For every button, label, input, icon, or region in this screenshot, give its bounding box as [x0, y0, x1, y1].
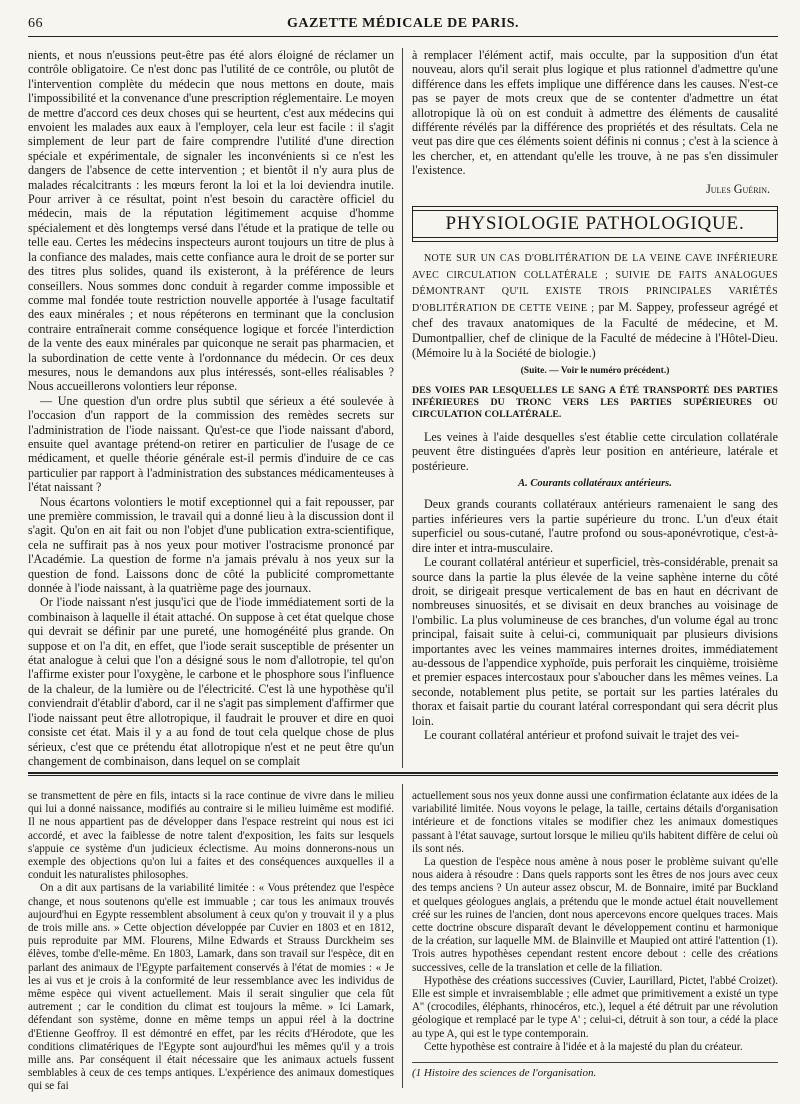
paragraph: Le courant collatéral antérieur et profond suivait le trajet des vei- — [424, 727, 739, 742]
author-signature: Jules Guérin. — [706, 181, 770, 196]
feuilleton-rule — [28, 772, 778, 774]
paragraph: nients, et nous n'eussions peut-être pas été alors éloigné de réclamer un contrôle obligatoire. Ce n'est donc pas l'utilité de ce contrôle, ou plutôt de l'intervention complète du médecin que nous mettons en doute, mais l'impossibilité et la convenance d'une prescription réglementaire. Le moyen de mettre d'accord ces deux choses qui se heurtent, c'est aux médecins qui envoient les malades aux eaux à l'employer, cela leur est facile : il s'agit simplement de leur part de faire comprendre l'utilité d'une direction spéciale et expérimentale, de signaler les inconvénients si ce n'est les dangers de l'absence de cette intervention ; et bientôt il n'y aura plus de malades récalcitrants : les mœurs feront la loi et la loi deviendra inutile. Pour arriver à ce résultat, point n'est besoin du caractère officiel du médecin, mais de la réputation légitimement acquise d'homme spécialement et dès longtemps versé dans l'étude et la pratique de telle ou telle eau. Certes les médecins inspecteurs auront toujours un titre de plus à la confiance des malades, mais cette confiance aura le droit de se porter sur des titres plus solides, quand ils existeront, à la préférence de leurs conseillers. Nous sommes donc conduit à regarder comme impossible et comme mal fondée toute restriction nouvelle apportée à l'usage facultatif des eaux minérales ; et nous répéterons en terminant que la conclusion contraire entraînerait comme conséquence logique et forcée l'interdiction de la vente des eaux minérales par quiconque ne serait pas pharmacien, et la subordination de cette vente à l'ordonnance du médecin. Or ces deux mesures, nous le demandons aux plus intéressés, sont-elles réalisables ? Nous accueillerons volontiers leur réponse. — [28, 48, 394, 394]
page-number: 66 — [28, 16, 43, 31]
paragraph: actuellement sous nos yeux donne aussi une confirmation éclatante aux idées de la variabilité limitée. Nous voyons le pelage, la taille, certains détails d'organisation intérieure et de fonctions vitales se modifier chez les animaux domestiques passant à l'état sauvage, surtout lorsque le milieu qu'ils habitent diffère de celui où ils sont nés. — [412, 790, 778, 855]
paragraph: Deux grands courants collatéraux antérieurs ramenaient le sang des parties inférieures vers la partie supérieure du tronc. L'un d'eux était superficiel ou sous-cutané, l'autre profond ou sous-aponévrotique, c'est-à-dire inter et intra-musculaire. — [412, 497, 778, 555]
section-title-box — [412, 206, 778, 242]
column-left-lower — [28, 790, 394, 1094]
journal-title: GAZETTE MÉDICALE DE PARIS. — [286, 16, 520, 31]
continuation-note: (Suite. — Voir le numéro précédent.) — [520, 366, 670, 377]
column-right-upper — [412, 48, 778, 742]
paragraph: se transmettent de père en fils, intacts si la race continue de vivre dans le milieu qui lui a donné naissance, modifiés au contraire si le milieu luimême est modifié. Il ne nous appartient pas de développer dans l'espace restreint qui nous est ici accordé, et avec la faiblesse de notre talent d'exposition, les faits sur lesquels s'appuie ce système d'un judicieux éclectisme. Au moins donnerons-nous un exemple des objections qu'on lui a faites et des conséquences auxquelles il a conduit les naturalistes philosophes. — [28, 790, 394, 882]
article-authors: par M. Sappey, professeur agrégé et chef des travaux anatomiques de la Faculté de médecine, et M. Dumontpallier, chef de clinique de la Faculté de médecine à l'Hôtel-Dieu. (Mémoire lu à la Société de biologie.) — [412, 299, 778, 360]
paragraph: Hypothèse des créations successives (Cuvier, Laurillard, Pictet, l'abbé Croizet). Elle est simple et invraisemblable ; elle admet que primitivement a existé un type A'' (crocodiles, éléphants, rhinocéros, etc.), lequel a été détruit par une révolution géologique et remplacé par le type A' ; celui-ci, détruit à son tour, a cédé la place au type A, qui est le type contemporain. — [412, 974, 778, 1040]
paragraph: On a dit aux partisans de la variabilité limitée : « Vous prétendez que l'espèce change, et nous soutenons qu'elle est immuable ; car tous les animaux trouvés aujourd'hui en Egypte ressemblent absolument à ceux qu'on y trouvait il y a plus de trois mille ans. » Cette objection développée par Cuvier en 1803 et en 1812, puis reproduite par MM. Flourens, Milne Edwards et Strauss Durckheim ses élèves, tombe d'elle-même. En 1803, Lamark, dans son travail sur l'espèce, dit en parlant des animaux de l'Egypte parfaitement conservés à l'état de momies : « Je les ai vus et je crois à la conformité de leur ressemblance avec les individus de même espèce qui vivent actuellement. Mais il serait singulier que cela fût autrement ; car le condition du climat est toujours la même. » Ici Lamark, défendant son système, donne en même temps un appui réel à la doctrine d'Etienne Geoffroy. Il est démontré en effet, par les récits d'Hérodote, que les conditions climatériques de l'Egypte sont aujourd'hui les mêmes qu'il y a trois mille ans. Par conséquent il était nécessaire que les animaux actuels fussent semblables à ceux de ces temps antiques. L'expérience des animaux domestiques qui se fai — [28, 882, 394, 1093]
paragraph: — Une question d'un ordre plus subtil que sérieux a été soulevée à l'occasion d'un rapport de la commission des remèdes secrets sur l'administration de l'iode naissant. Qu'est-ce que l'iode naissant d'abord, ensuite quel avantage prétend-on retirer en particulier de l'usage de ce médicament, et quelle théorie générale est-il permis d'induire de ce cas particulier par rapport à l'administration des substances médicamenteuses à l'état naissant ? — [28, 393, 394, 495]
paragraph: Nous écartons volontiers le motif exceptionnel qui a fait repousser, par une première commission, le travail qui a donné lieu à la discussion dont il s'agit. Qu'on en ait fait ou non l'objet d'une publication extra-scientifique, cela ne suffirait pas à nos yeux pour motiver l'ostracisme prononcé par l'Académie. La question de forme n'a jamais prévalu à nos yeux sur la question de fond. Laissons donc de côté la publicité compromettante donnée à l'iode naissant, à la quatrième page des journaux. — [28, 494, 394, 596]
chapter-heading: DES VOIES PAR LESQUELLES LE SANG A ÉTÉ TRANSPORTÉ DES PARTIES INFÉRIEURES DU TRONC VERS LES PARTIES SUPÉRIEURES OU CIRCULATION COLLATÉRALE. — [412, 384, 778, 421]
column-divider-lower — [402, 784, 403, 1088]
page-header — [28, 14, 778, 37]
article-title-caps: NOTE SUR UN CAS D'OBLITÉRATION DE LA VEINE CAVE INFÉRIEURE AVEC CIRCULATION COLLATÉRALE ; SUIVIE DE FAITS ANALOGUES DÉMONTRANT QU'IL EXISTE TROIS PRINCIPALES VARIÉTÉS D'OBLITÉRATION DE CETTE VEINE ; — [412, 253, 778, 314]
column-divider — [402, 48, 403, 768]
section-title: PHYSIOLOGIE PATHOLOGIQUE. — [413, 210, 777, 238]
paragraph: Or l'iode naissant n'est jusqu'ici que de l'iode immédiatement sorti de la combinaison à laquelle il était attaché. On suppose à cet état quelque chose qui devrait se définir par une pureté, une homogénéité plus grande. On suppose et on l'a dit, en effet, que l'iode serait susceptible de présenter un état analogue à celui que l'on a désigné sous le nom d'allotropie, tel qu'on l'affirme exister pour l'oxygène, le carbone et le phosphore sous l'influence de la chaleur, de la lumière ou de l'électricité. C'est là une hypothèse qu'il conviendrait d'établir d'abord, car il ne s'agit pas simplement d'affirmer que l'iode naissant peut être allotropique, il faudrait le prouver et dire en quoi consiste cet état. Mais il y a au fond de tout cela quelque chose de plus sérieux, c'est que ce prétendu état allotropique n'est et ne peut être qu'un changement de combinaison, dans lequel on se complait — [28, 595, 394, 768]
paragraph: Cette hypothèse est contraire à l'idée et à la majesté du plan du créateur. — [424, 1040, 743, 1053]
article-title — [412, 250, 778, 360]
column-left-upper — [28, 48, 394, 768]
paragraph: Le courant collatéral antérieur et superficiel, très-considérable, prenait sa source dans la partie la plus élevée de la veine saphène interne du côté droit, se dirigeait presque verticalement de bas en haut en décrivant de nombreuses sinuosités, et se divisait en deux branches au voisinage de l'ombilic. La plus volumineuse de ces branches, d'un volume égal au tronc principal, faisait suite à celui-ci, communiquait par plusieurs divisions importantes avec les veines mammaires internes droites, immédiatement au-dessous de l'appendice xyphoïde, puis perforait les cinquième, troisième et premier espaces intercostaux pour s'aboucher dans les mêmes veines. La seconde, notablement plus petite, se portait sur les parties latérales du thorax et faisait partie du courant latéral correspondant qui sera décrit plus loin. — [412, 555, 778, 728]
paragraph: La question de l'espèce nous amène à nous poser le problème suivant qu'elle nous aidera à résoudre : Dans quels rapports sont les êtres de nos jours avec ceux des temps anciens ? Un auteur assez obscur, M. de Bonnaire, imité par Buckland et quelques géologues anglais, a prétendu que le monde actuel était nouvellement créé sur les ruines de l'ancien, dont nous apercevons encore quelques traces. Mais cette doctrine obscure disparaît devant le développement continu et harmonique de la création, sur laquelle MM. de Blainville et Maupied ont attiré l'attention (1). Trois autres hypothèses cependant restent encore debout : celle des créations successives, celle de la translation et celle de la filiation. — [412, 856, 778, 974]
column-right-lower — [412, 790, 778, 1080]
footnote: (1 Histoire des sciences de l'organisation. — [412, 1062, 778, 1080]
paragraph: Les veines à l'aide desquelles s'est établie cette circulation collatérale peuvent être distinguées d'après leur position en antérieure, latérale et postérieure. — [412, 429, 778, 473]
paragraph: à remplacer l'élément actif, mais occulte, par la supposition d'un état nouveau, alors qu'il serait plus logique et plus rationnel d'admettre qu'une différence dans les effets implique une différence dans les causes. N'est-ce pas se payer de mots creux que de se contenter d'admettre un état allotropique là où on est conduit à admettre des éléments de causalité différente révélés par la différence des propriétés et des résultats. Cela ne veut pas dire que ces éléments soient définis ni connus ; c'est à la science à les chercher, et, en attendant qu'elle les trouve, à ne pas s'en dissimuler l'existence. — [412, 48, 778, 178]
feuilleton-rule-thin — [28, 775, 778, 776]
subsection-heading: A. Courants collatéraux antérieurs. — [518, 478, 672, 490]
